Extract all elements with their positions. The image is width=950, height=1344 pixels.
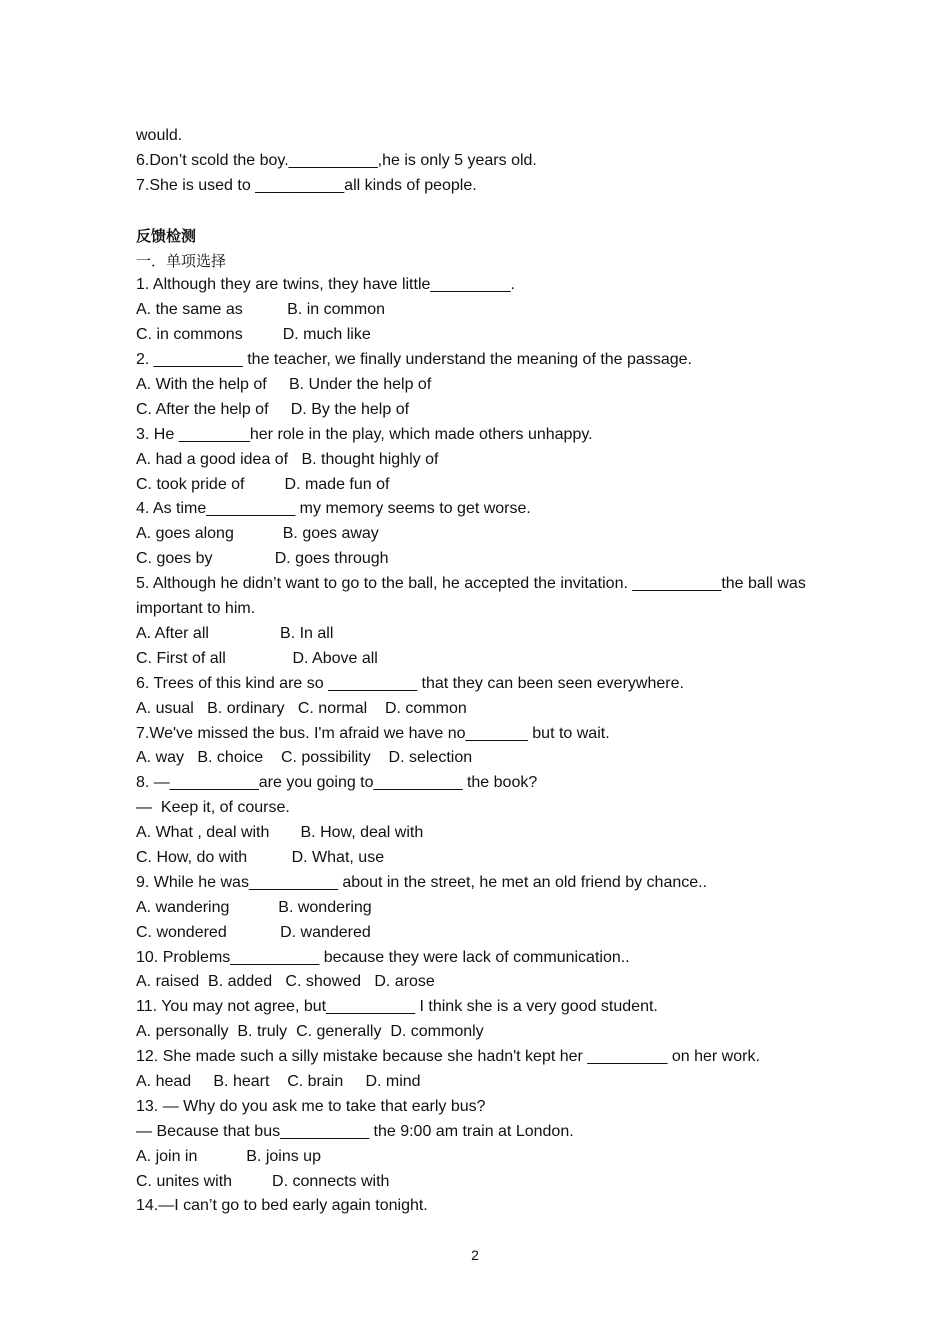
option-line: A. raised B. added C. showed D. arose — [136, 973, 435, 991]
question-line: 5. Although he didn’t want to go to the ball, he accepted the invitation. __________the ball was important to him. — [136, 575, 806, 618]
document-body — [136, 124, 826, 1219]
page-number: 2 — [471, 1247, 479, 1263]
sub-heading: 一．单项选择 — [136, 251, 227, 270]
option-line: C. took pride of D. made fun of — [136, 475, 390, 493]
text-line: 7.She is used to __________all kinds of people. — [136, 176, 477, 194]
question-line: 7.We've missed the bus. I'm afraid we have no_______ but to wait. — [136, 724, 610, 742]
question-line: 10. Problems__________ because they were lack of communication.. — [136, 948, 630, 966]
option-line: C. wondered D. wandered — [136, 923, 371, 941]
option-line: A. the same as B. in common — [136, 301, 385, 319]
question-line: 2. __________ the teacher, we finally understand the meaning of the passage. — [136, 351, 692, 369]
option-line: A. had a good idea of B. thought highly of — [136, 450, 439, 468]
option-line: A. goes along B. goes away — [136, 525, 379, 543]
option-line: C. unites with D. connects with — [136, 1172, 390, 1190]
option-line: C. First of all D. Above all — [136, 649, 378, 667]
text-line: 6.Don’t scold the boy.__________,he is only 5 years old. — [136, 151, 537, 169]
question-line: 4. As time__________ my memory seems to get worse. — [136, 500, 531, 518]
question-line: 3. He ________her role in the play, which made others unhappy. — [136, 425, 593, 443]
text-line: would. — [136, 127, 183, 144]
question-line: 1. Although they are twins, they have little_________. — [136, 276, 515, 294]
question-line: 13. — Why do you ask me to take that early bus? — [136, 1097, 486, 1115]
question-line: 8. —__________are you going to__________ the book? — [136, 774, 538, 792]
dialogue-line: — Keep it, of course. — [136, 799, 290, 817]
option-line: A. way B. choice C. possibility D. selection — [136, 749, 473, 767]
question-line: 9. While he was__________ about in the street, he met an old friend by chance.. — [136, 873, 708, 891]
option-line: A. After all B. In all — [136, 624, 334, 642]
question-line: 12. She made such a silly mistake because she hadn't kept her _________ on her work. — [136, 1048, 760, 1066]
spacer — [136, 199, 826, 224]
option-line: C. After the help of D. By the help of — [136, 400, 410, 418]
option-line: C. How, do with D. What, use — [136, 848, 385, 866]
question-line: 11. You may not agree, but__________ I think she is a very good student. — [136, 998, 658, 1016]
option-line: A. personally B. truly C. generally D. commonly — [136, 1023, 484, 1041]
option-line: A. join in B. joins up — [136, 1147, 321, 1165]
option-line: A. With the help of B. Under the help of — [136, 376, 432, 394]
question-line: 6. Trees of this kind are so __________ that they can been seen everywhere. — [136, 674, 684, 692]
dialogue-line: — Because that bus__________ the 9:00 am train at London. — [136, 1122, 574, 1140]
option-line: A. wandering B. wondering — [136, 898, 372, 916]
section-heading: 反馈检测 — [136, 226, 197, 245]
option-line: A. head B. heart C. brain D. mind — [136, 1072, 421, 1090]
question-line: 14.—I can’t go to bed early again tonight. — [136, 1197, 428, 1215]
option-line: A. What , deal with B. How, deal with — [136, 824, 424, 842]
option-line: A. usual B. ordinary C. normal D. common — [136, 699, 467, 717]
option-line: C. goes by D. goes through — [136, 550, 389, 568]
option-line: C. in commons D. much like — [136, 326, 371, 344]
